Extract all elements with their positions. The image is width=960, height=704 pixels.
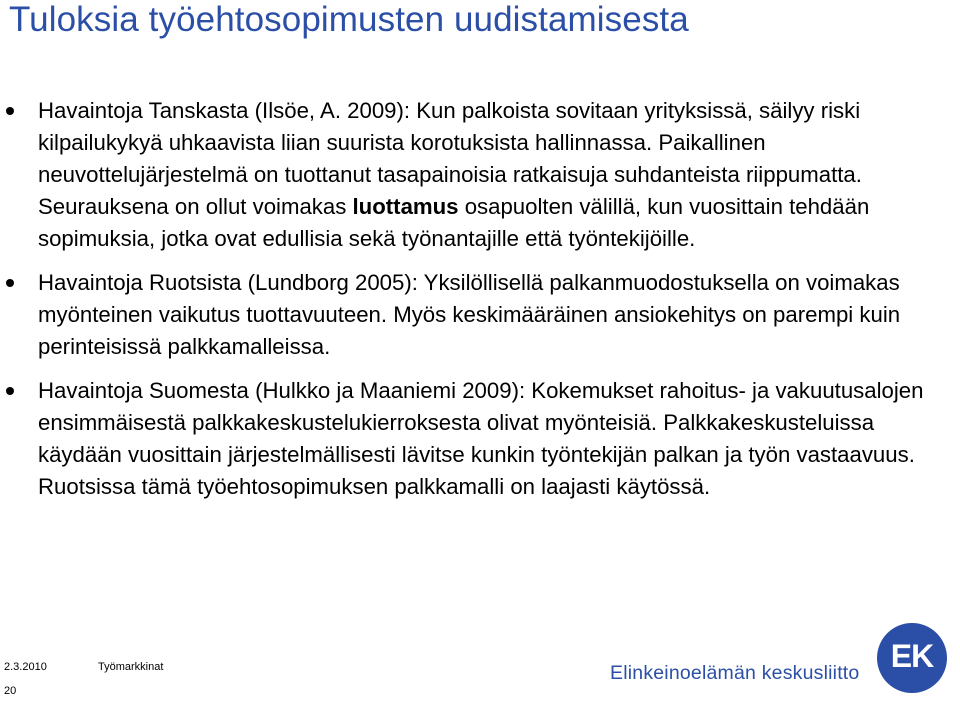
bullet-text — [38, 95, 950, 255]
footer-page-number: 20 — [4, 685, 17, 697]
bullet-text: Havaintoja Ruotsista (Lundborg 2005): Yksilöllisellä palkanmuodostuksella on voimakas myönteinen vaikutus tuottavuuteen. Myös keskimääräinen ansiokehitys on parempi kuin perinteisissä palkkamalleissa. — [38, 270, 901, 359]
slide-title: Tuloksia työehtosopimusten uudistamisesta — [9, 0, 689, 39]
bullet-item — [0, 95, 960, 255]
bullet-dot-icon — [6, 387, 14, 395]
footer-event: Työmarkkinat — [98, 661, 164, 673]
logo-letters: EK — [890, 637, 934, 674]
bullet-text: Havaintoja Suomesta (Hulkko ja Maaniemi 2009): Kokemukset rahoitus- ja vakuutusalojen ensimmäisestä palkkakeskustelukierroksesta olivat myönteisiä. Palkkakeskusteluissa käydään vuosittain järjestelmällisesti lävitse kunkin työntekijän palkan ja työn vastaavuus. Ruotsissa tämä työehtosopimuksen palkkamalli on laajasti käytössä. — [38, 378, 924, 499]
bullet-item — [0, 375, 960, 503]
bullet-text-part: Havaintoja Tanskasta (Ilsöe, A. 2009): Kun palkoista sovitaan yrityksissä, säilyy riski kilpailukykyä uhkaavista liian suurista korotuksista hallinnassa. Paikallinen neuvottelujärjestelmä on tuottanut tasapainoisia ratkaisuja suhdanteista riippumatta. Seurauksena on ollut voimakas — [38, 98, 862, 219]
ek-logo-icon — [877, 623, 947, 693]
bullet-list — [0, 95, 960, 515]
footer-date: 2.3.2010 — [4, 661, 47, 673]
bullet-dot-icon — [6, 107, 14, 115]
bullet-dot-icon — [6, 279, 14, 287]
bullet-text-part: osapuolten välillä, kun vuosittain tehdään sopimuksia, jotka ovat edullisia sekä työnantajille että työntekijöille. — [38, 194, 870, 251]
bullet-text-emphasis: luottamus — [352, 194, 459, 219]
bullet-item — [0, 267, 960, 363]
org-name: Elinkeinoelämän keskusliitto — [610, 662, 860, 684]
